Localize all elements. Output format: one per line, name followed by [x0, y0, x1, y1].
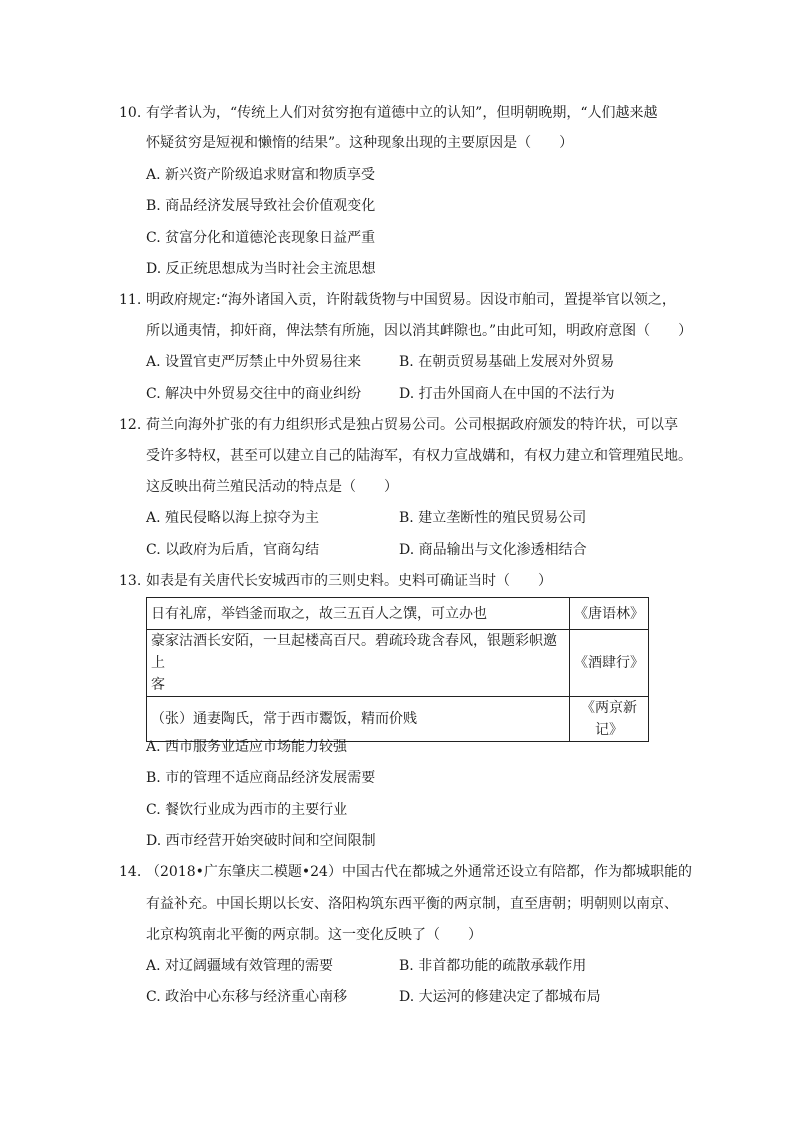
question-14-option-a[interactable]: A. 对辽阔疆域有效管理的需要: [146, 958, 334, 974]
question-13-stem-line-1: 如表是有关唐代长安城西市的三则史料。史料可确证当时（ ）: [146, 573, 552, 589]
table-cell-excerpt: [147, 630, 570, 697]
table-cell-excerpt: [147, 598, 570, 630]
question-14-option-b[interactable]: B. 非首都功能的疏散承载作用: [399, 958, 587, 974]
question-13-number: 13.: [119, 573, 142, 589]
table-cell-source: 《酒肆行》: [570, 630, 649, 697]
question-11-option-d[interactable]: D. 打击外国商人在中国的不法行为: [399, 386, 615, 402]
question-11-option-c[interactable]: C. 解决中外贸易交往中的商业纠纷: [146, 386, 362, 402]
question-13-option-d[interactable]: D. 西市经营开始突破时间和空间限制: [146, 833, 376, 849]
excerpt-text-line-2: 客: [151, 677, 165, 693]
question-10-stem-line-2: 怀疑贫穷是短视和懒惰的结果”。这种现象出现的主要原因是（ ）: [146, 135, 574, 151]
question-14-option-c[interactable]: C. 政治中心东移与经济重心南移: [146, 989, 348, 1005]
question-10-option-d[interactable]: D. 反正统思想成为当时社会主流思想: [146, 261, 376, 277]
question-12-option-c[interactable]: C. 以政府为后盾，官商勾结: [146, 542, 320, 558]
question-12-option-a[interactable]: A. 殖民侵略以海上掠夺为主: [146, 510, 320, 526]
question-11-stem-line-1: 明政府规定:“海外诸国入贡，许附载货物与中国贸易。因设市舶司，置提举官以领之，: [146, 292, 676, 308]
question-13-option-a[interactable]: A. 西市服务业适应市场能力较强: [146, 739, 348, 755]
question-14-number: 14.: [119, 864, 142, 880]
question-14-stem-line-1: （2018•广东肇庆二模题•24）中国古代在都城之外通常还设立有陪都，作为都城职能的: [146, 864, 692, 880]
table-cell-source: 《唐语林》: [570, 598, 649, 630]
question-11-number: 11.: [119, 292, 142, 308]
question-10-option-c[interactable]: C. 贫富分化和道德沦丧现象日益严重: [146, 230, 376, 246]
table-row: [147, 598, 649, 630]
table-cell-source: 《两京新记》: [570, 697, 649, 742]
question-12-number: 12.: [119, 417, 142, 433]
question-12-option-d[interactable]: D. 商品输出与文化渗透相结合: [399, 542, 587, 558]
question-12-stem-line-3: 这反映出荷兰殖民活动的特点是（ ）: [146, 479, 398, 495]
excerpt-text: （张）通妻陶氏，常于西市鬻饭，精而价贱: [151, 711, 417, 727]
source-table: [146, 597, 649, 742]
question-10-number: 10.: [119, 105, 142, 121]
question-10-option-a[interactable]: A. 新兴资产阶级追求财富和物质享受: [146, 167, 376, 183]
question-12-stem-line-1: 荷兰向海外扩张的有力组织形式是独占贸易公司。公司根据政府颁发的特许状，可以享: [146, 417, 678, 433]
question-11-stem-line-2: 所以通夷情，抑奸商，俾法禁有所施，因以消其衅隙也。”由此可知，明政府意图（ ）: [146, 323, 693, 339]
question-10-option-b[interactable]: B. 商品经济发展导致社会价值观变化: [146, 198, 376, 214]
question-10-stem-line-1: 有学者认为，“传统上人们对贫穷抱有道德中立的认知”，但明朝晚期，“人们越来越: [146, 105, 658, 121]
question-14-stem-line-3: 北京构筑南北平衡的两京制。这一变化反映了（ ）: [146, 927, 482, 943]
question-11-option-a[interactable]: A. 设置官吏严厉禁止中外贸易往来: [146, 354, 362, 370]
question-14-option-d[interactable]: D. 大运河的修建决定了都城布局: [399, 989, 601, 1005]
question-13-option-c[interactable]: C. 餐饮行业成为西市的主要行业: [146, 802, 348, 818]
excerpt-text: 日有礼席，举铛釜而取之，故三五百人之馔，可立办也: [151, 605, 487, 622]
question-12-option-b[interactable]: B. 建立垄断性的殖民贸易公司: [399, 510, 587, 526]
question-14-stem-line-2: 有益补充。中国长期以长安、洛阳构筑东西平衡的两京制，直至唐朝；明朝则以南京、: [146, 896, 678, 912]
question-13-option-b[interactable]: B. 市的管理不适应商品经济发展需要: [146, 770, 376, 786]
question-11-option-b[interactable]: B. 在朝贡贸易基础上发展对外贸易: [399, 354, 615, 370]
question-12-stem-line-2: 受许多特权，甚至可以建立自己的陆海军，有权力宣战媾和，有权力建立和管理殖民地。: [146, 448, 692, 464]
table-row: [147, 697, 649, 742]
excerpt-text-line-1: 豪家沽酒长安陌，一旦起楼高百尺。碧疏玲珑含春风，银题彩帜邀上: [151, 633, 557, 671]
table-cell-excerpt: [147, 697, 570, 742]
table-row: [147, 630, 649, 697]
